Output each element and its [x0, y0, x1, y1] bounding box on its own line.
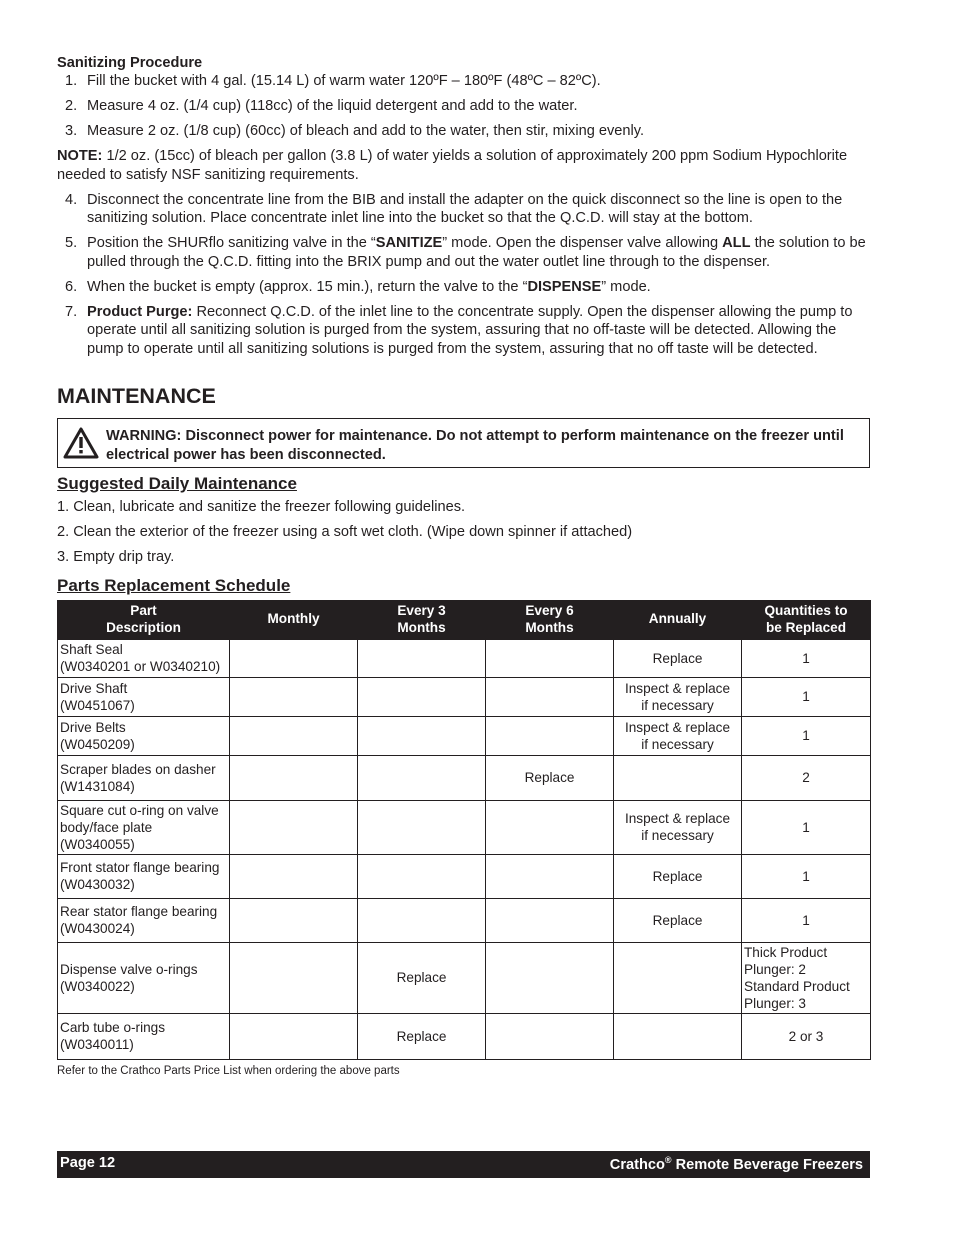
part-cell: Square cut o-ring on valve body/face plate (W0340055) — [58, 800, 230, 854]
every-3-months-cell — [358, 639, 486, 677]
schedule-title: Parts Replacement Schedule — [57, 575, 291, 595]
every-3-months-cell — [358, 755, 486, 800]
step-6: 6. When the bucket is empty (approx. 15 min.), return the valve to the “DISPENSE” mode. — [65, 278, 651, 295]
quantity-cell: 2 or 3 — [742, 1013, 871, 1059]
every-6-months-cell — [486, 716, 614, 755]
annually-cell: Replace — [614, 898, 742, 942]
every-3-months-cell — [358, 716, 486, 755]
table-row — [58, 716, 871, 755]
table-row — [58, 1013, 871, 1059]
page-number: Page 12 — [60, 1155, 116, 1171]
daily-list — [57, 498, 870, 567]
annually-cell: Replace — [614, 854, 742, 898]
part-cell: Shaft Seal (W0340201 or W0340210) — [58, 639, 230, 677]
quantity-cell: 1 — [742, 677, 871, 716]
part-cell: Scraper blades on dasher (W1431084) — [58, 755, 230, 800]
step-4: 4. Disconnect the concentrate line from the BIB and install the adapter on the quick disconnect so the line is open to the sanitizing solution. Place concentrate inlet line into the bucket so that the Q.C.D. will stay at the bottom. — [65, 191, 843, 226]
every-6-months-cell — [486, 1013, 614, 1059]
annually-cell — [614, 942, 742, 1013]
monthly-cell — [230, 677, 358, 716]
col-every-3-months: Every 3 Months — [358, 600, 486, 639]
every-3-months-cell — [358, 854, 486, 898]
sanitizing-steps-a — [57, 72, 870, 141]
table-row — [58, 854, 871, 898]
col-every-6-months: Every 6 Months — [486, 600, 614, 639]
table-footnote: Refer to the Crathco Parts Price List when ordering the above parts — [57, 1064, 400, 1077]
every-6-months-cell — [486, 639, 614, 677]
annually-cell — [614, 1013, 742, 1059]
step-3: 3. Measure 2 oz. (1/8 cup) (60cc) of bleach and add to the water, then stir, mixing evenly. — [65, 123, 645, 139]
monthly-cell — [230, 942, 358, 1013]
step-1: 1. Fill the bucket with 4 gal. (15.14 L) of warm water 120ºF – 180ºF (48ºC – 82ºC). — [65, 73, 601, 89]
footer-title: Crathco® Remote Beverage Freezers — [609, 1155, 863, 1173]
quantity-cell: 1 — [742, 800, 871, 854]
monthly-cell — [230, 755, 358, 800]
every-6-months-cell — [486, 942, 614, 1013]
step-2: 2. Measure 4 oz. (1/4 cup) (118cc) of the liquid detergent and add to the water. — [65, 98, 578, 114]
page-content — [57, 54, 870, 1078]
quantity-cell: 1 — [742, 716, 871, 755]
every-6-months-cell: Replace — [486, 755, 614, 800]
col-monthly: Monthly — [230, 600, 358, 639]
part-cell: Drive Belts (W0450209) — [58, 716, 230, 755]
every-6-months-cell — [486, 854, 614, 898]
parts-schedule-table — [57, 600, 871, 1060]
quantity-cell: 1 — [742, 639, 871, 677]
col-quantities: Quantities to be Replaced — [742, 600, 871, 639]
every-3-months-cell — [358, 677, 486, 716]
warning-text: WARNING: Disconnect power for maintenance. Do not attempt to perform maintenance on the freezer until electrical power has been disconnected. — [106, 428, 844, 463]
part-cell: Front stator flange bearing (W0430032) — [58, 854, 230, 898]
table-row — [58, 942, 871, 1013]
daily-item: 1. Clean, lubricate and sanitize the freezer following guidelines. — [57, 499, 466, 515]
every-6-months-cell — [486, 898, 614, 942]
maintenance-title: MAINTENANCE — [57, 384, 216, 408]
monthly-cell — [230, 854, 358, 898]
table-body — [58, 639, 871, 1059]
col-part-description: Part Description — [58, 600, 230, 639]
warning-box — [57, 418, 870, 468]
table-header-row — [58, 600, 871, 639]
monthly-cell — [230, 639, 358, 677]
part-cell: Drive Shaft (W0451067) — [58, 677, 230, 716]
sanitizing-steps-b — [57, 191, 870, 359]
table-row — [58, 677, 871, 716]
annually-cell: Replace — [614, 639, 742, 677]
daily-item: 2. Clean the exterior of the freezer using a soft wet cloth. (Wipe down spinner if attached) — [57, 524, 633, 540]
annually-cell — [614, 755, 742, 800]
daily-item: 3. Empty drip tray. — [57, 549, 175, 565]
every-6-months-cell — [486, 677, 614, 716]
page-footer — [57, 1151, 870, 1178]
daily-maintenance-title: Suggested Daily Maintenance — [57, 474, 297, 493]
every-6-months-cell — [486, 800, 614, 854]
table-row — [58, 800, 871, 854]
quantity-cell: 1 — [742, 898, 871, 942]
sanitizing-title: Sanitizing Procedure — [57, 55, 203, 71]
monthly-cell — [230, 800, 358, 854]
every-3-months-cell: Replace — [358, 1013, 486, 1059]
monthly-cell — [230, 898, 358, 942]
step-5: 5. Position the SHURflo sanitizing valve in the “SANITIZE” mode. Open the dispenser valve allowing ALL the solution to be pulled through the Q.C.D. fitting into the BRIX pump and out the water outlet line through to the dispenser. — [65, 235, 866, 270]
every-3-months-cell: Replace — [358, 942, 486, 1013]
quantity-cell: 2 — [742, 755, 871, 800]
table-row — [58, 755, 871, 800]
table-row — [58, 639, 871, 677]
every-3-months-cell — [358, 800, 486, 854]
col-annually: Annually — [614, 600, 742, 639]
annually-cell: Inspect & replace if necessary — [614, 677, 742, 716]
every-3-months-cell — [358, 898, 486, 942]
annually-cell: Inspect & replace if necessary — [614, 800, 742, 854]
part-cell: Carb tube o-rings (W0340011) — [58, 1013, 230, 1059]
quantity-cell: Thick Product Plunger: 2 Standard Product Plunger: 3 — [742, 942, 871, 1013]
quantity-cell: 1 — [742, 854, 871, 898]
part-cell: Dispense valve o-rings (W0340022) — [58, 942, 230, 1013]
warning-icon — [63, 427, 99, 459]
note: NOTE: 1/2 oz. (15cc) of bleach per gallon (3.8 L) of water yields a solution of approximately 200 ppm Sodium Hypochlorite needed to satisfy NSF sanitizing requirements. — [57, 148, 848, 183]
table-row — [58, 898, 871, 942]
monthly-cell — [230, 716, 358, 755]
annually-cell: Inspect & replace if necessary — [614, 716, 742, 755]
part-cell: Rear stator flange bearing (W0430024) — [58, 898, 230, 942]
monthly-cell — [230, 1013, 358, 1059]
step-7: 7. Product Purge: Reconnect Q.C.D. of the inlet line to the concentrate supply. Open the dispenser allowing the pump to operate until all sanitizing solution is purged from the system, assuring that no off-taste will be detected. Allowing the pump to operate until all sanitizing solutions is purged from the system, assuring that no off taste will be detected. — [65, 303, 853, 357]
